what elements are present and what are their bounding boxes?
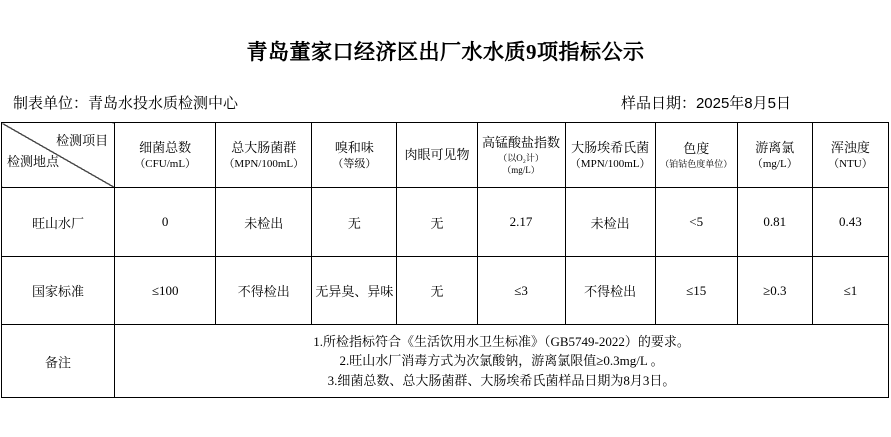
col-header-color [655,123,737,188]
meta-row [13,92,791,113]
notes-content [115,325,889,398]
col-header-total-bacteria [115,123,216,188]
page-title: 青岛董家口经济区出厂水水质9项指标公示 [246,40,645,64]
col-header-unit: （mg/L） [502,164,540,175]
data-cell: ≤1 [812,257,888,325]
table-row-notes [2,325,889,398]
col-header-title: 嗅和味 [334,140,374,156]
col-header-basis: （以O₂计） [498,152,544,163]
data-cell: 无 [312,188,397,257]
col-header-unit: （mg/L） [751,157,798,170]
data-cell: 未检出 [216,188,312,257]
data-cell: 0 [115,188,216,257]
corner-bottom-label: 检测地点 [7,154,60,169]
data-cell: ≥0.3 [737,257,812,325]
col-header-unit: （等级） [332,157,377,170]
data-cell: 无 [397,257,477,325]
data-cell: 0.81 [737,188,812,257]
note-line: 1.所检指标符合《生活饮用水卫生标准》（GB5749-2022）的要求。 [313,333,690,349]
table-header-row [2,123,889,188]
table-row-wangshan-plant [2,188,889,257]
col-header-unit: （铂钴色度单位） [660,158,733,169]
data-cell: 0.43 [812,188,888,257]
data-cell: 2.17 [477,188,565,257]
col-header-title: 高锰酸盐指数 [482,135,561,151]
col-header-title: 游离氯 [755,140,795,156]
data-cell: 未检出 [565,188,655,257]
col-header-title: 浑浊度 [830,140,870,156]
sample-date-label: 样品日期：2025年8月5日 [620,95,791,112]
data-cell: ≤3 [477,257,565,325]
data-cell: ≤15 [655,257,737,325]
data-cell: ≤100 [115,257,216,325]
col-header-title: 肉眼可见物 [404,147,470,163]
data-cell: 无 [397,188,477,257]
corner-top-label: 检测项目 [56,133,109,148]
data-cell: <5 [655,188,737,257]
row-label-wangshan-plant: 旺山水厂 [2,188,115,257]
table-row-national-standard [2,257,889,325]
col-header-free-chlorine [737,123,812,188]
water-quality-notice-page [0,36,891,437]
col-header-title: 总大肠菌群 [231,140,297,156]
data-cell: 无异臭、异味 [312,257,397,325]
data-cell: 不得检出 [216,257,312,325]
note-line: 3.细菌总数、总大肠菌群、大肠埃希氏菌样品日期为8月3日。 [327,372,676,388]
col-header-permanganate-index [477,123,565,188]
col-header-unit: （MPN/100mL） [223,157,305,170]
data-cell: 不得检出 [565,257,655,325]
col-header-title: 细菌总数 [139,140,192,156]
col-header-odor-taste [312,123,397,188]
col-header-turbidity [812,123,888,188]
col-header-total-coliform [216,123,312,188]
col-header-e-coli [565,123,655,188]
row-label-national-standard: 国家标准 [2,257,115,325]
col-header-visible-matter [397,123,477,188]
col-header-title: 大肠埃希氏菌 [571,140,650,156]
col-header-unit: （CFU/mL） [134,157,197,170]
notes-label: 备注 [2,325,115,398]
col-header-unit: （MPN/100mL） [569,157,651,170]
water-quality-table [1,122,889,398]
note-line: 2.旺山水厂消毒方式为次氯酸钠，游离氯限值≥0.3mg/L 。 [339,353,664,369]
col-header-title: 色度 [683,141,710,157]
issuer-label: 制表单位：青岛水投水质检测中心 [13,95,239,112]
col-header-unit: （NTU） [828,157,873,170]
corner-header-cell [2,123,115,188]
